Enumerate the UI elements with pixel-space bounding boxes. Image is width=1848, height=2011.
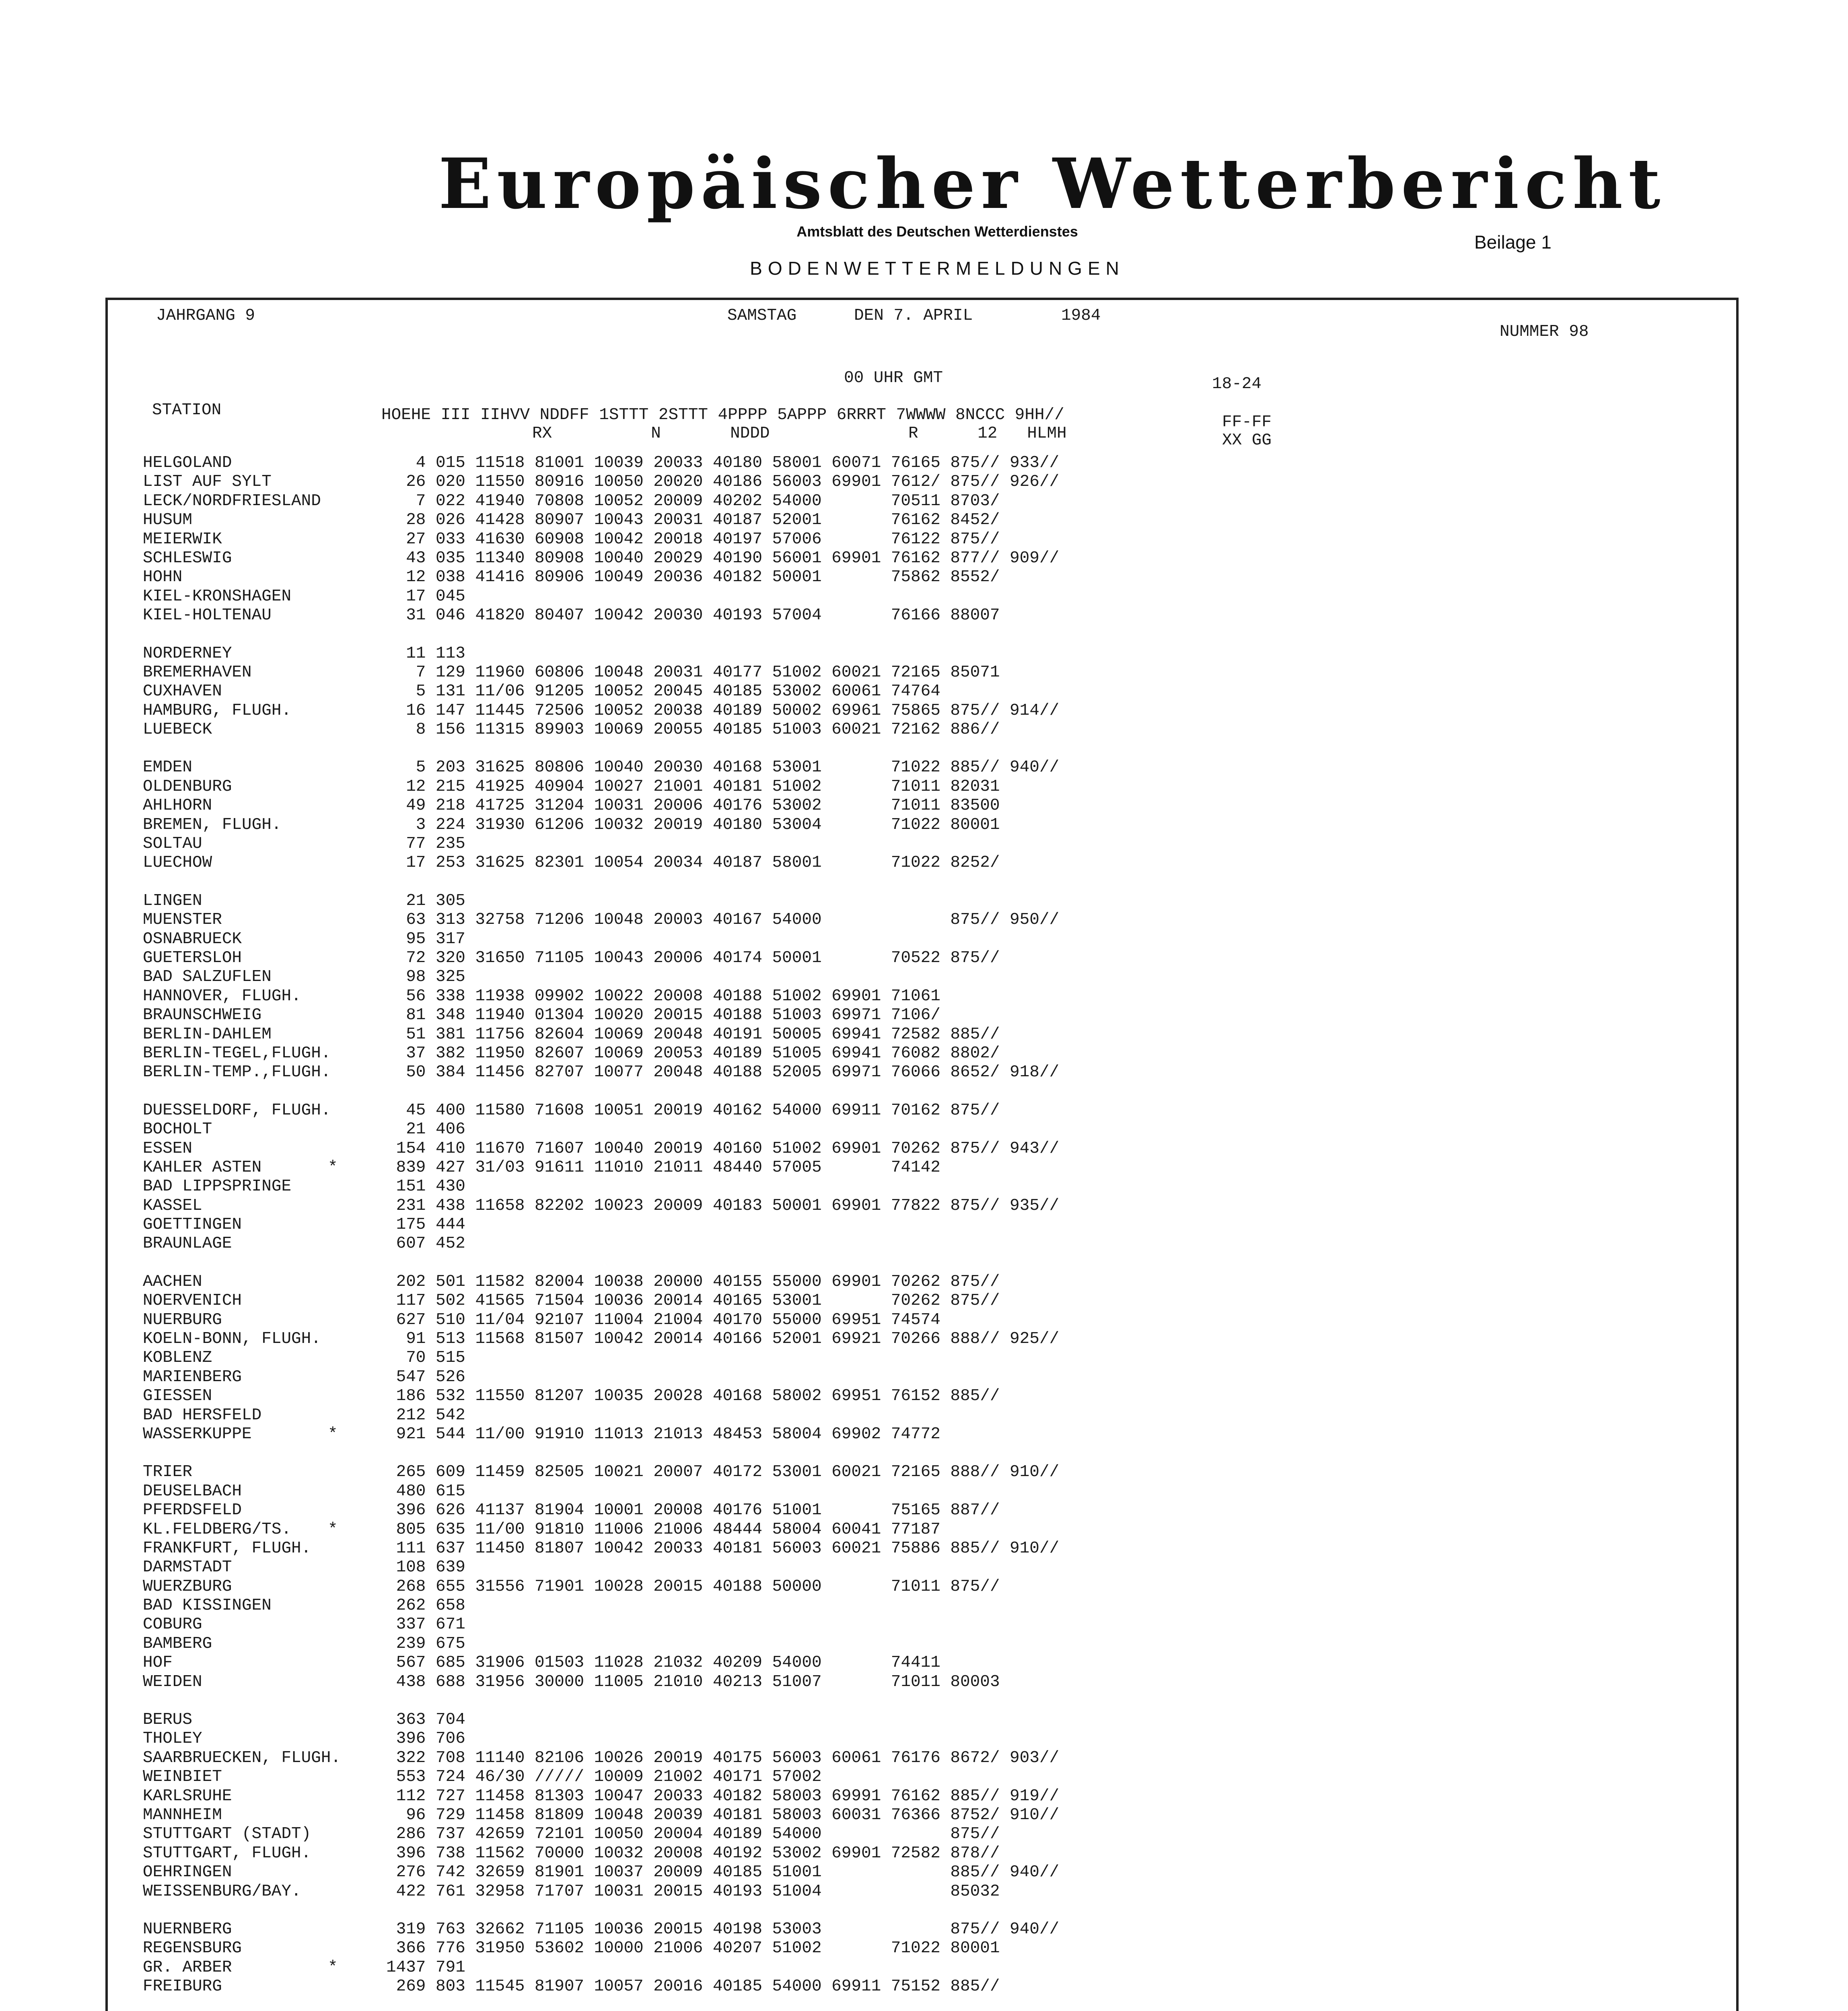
table-row [0,1177,1848,1196]
station-name: CUXHAVEN [143,682,222,701]
station-table [0,454,1848,2011]
table-row [0,549,1848,568]
station-name: ESSEN [143,1139,193,1158]
station-name: GR. ARBER [143,1958,232,1977]
station-values: 5 131 11/06 91205 10052 20045 40185 53002 60061 74764 [386,682,940,701]
station-values: 366 776 31950 53602 10000 21006 40207 51002 71022 80001 [386,1939,1000,1958]
station-name: KASSEL [143,1196,202,1215]
table-row [0,1882,1848,1901]
table-row [0,1234,1848,1253]
station-name: BAMBERG [143,1634,212,1653]
table-row [0,1977,1848,1996]
station-values: 262 658 [386,1596,465,1615]
station-values: 8 156 11315 89903 10069 20055 40185 51003 60021 72162 886// [386,720,1000,739]
table-row [0,1482,1848,1501]
station-name: LUECHOW [143,853,212,872]
station-name: FREIBURG [143,1977,222,1996]
station-name: WEISSENBURG/BAY. [143,1882,301,1901]
station-name: BRAUNLAGE [143,1234,232,1253]
time-range: 18-24 [1212,375,1262,393]
table-row [0,1025,1848,1044]
station-name: LECK/NORDFRIESLAND [143,491,321,510]
station-column-header: STATION [152,401,222,419]
station-values: 117 502 41565 71504 10036 20014 40165 53001 70262 875// [386,1291,1000,1310]
station-name: STUTTGART (STADT) [143,1825,311,1844]
station-name: BRAUNSCHWEIG [143,1006,262,1025]
station-values: 175 444 [386,1215,465,1234]
station-values: 151 430 [386,1177,465,1196]
station-name: BERLIN-TEMP.,FLUGH. [143,1063,331,1082]
station-values: 11 113 [386,644,465,663]
station-name: AHLHORN [143,796,212,815]
table-row [0,1120,1848,1139]
station-values: 17 045 [386,587,465,606]
station-values: 567 685 31906 01503 11028 21032 40209 54000 74411 [386,1653,940,1672]
station-name: BOCHOLT [143,1120,212,1139]
station-values: 396 738 11562 70000 10032 20008 40192 53002 69901 72582 878// [386,1844,1000,1863]
station-name: WEIDEN [143,1672,202,1691]
station-values: 96 729 11458 81809 10048 20039 40181 58003 60031 76366 8752/ 910// [386,1806,1060,1824]
table-row [0,511,1848,530]
station-values: 921 544 11/00 91910 11013 21013 48453 58004 69902 74772 [386,1425,940,1443]
station-values: 396 706 [386,1729,465,1748]
station-name: WUERZBURG [143,1577,232,1596]
table-row [0,1520,1848,1539]
station-values: 51 381 11756 82604 10069 20048 40191 50005 69941 72582 885// [386,1025,1000,1044]
station-values: 154 410 11670 71607 10040 20019 40160 51002 69901 70262 875// 943// [386,1139,1060,1158]
station-name: EMDEN [143,758,193,777]
table-row [0,682,1848,701]
table-row [0,1101,1848,1120]
table-row [0,1729,1848,1748]
station-values: 627 510 11/04 92107 11004 21004 40170 55000 69951 74574 [386,1310,940,1329]
table-row [0,835,1848,853]
station-values: 45 400 11580 71608 10051 20019 40162 54000 69911 70162 875// [386,1101,1000,1120]
station-values: 422 761 32958 71707 10031 20015 40193 51004 85032 [386,1882,1000,1901]
station-name: KAHLER ASTEN [143,1158,262,1177]
table-row [0,853,1848,872]
station-values: 21 305 [386,891,465,910]
station-name: OEHRINGEN [143,1863,232,1882]
issue-number: NUMMER 98 [1500,323,1589,341]
station-values: 276 742 32659 81901 10037 20009 40185 51001 885// 940// [386,1863,1060,1882]
station-values: 3 224 31930 61206 10032 20019 40180 53004 71022 80001 [386,815,1000,834]
station-values: 56 338 11938 09902 10022 20008 40188 51002 69901 71061 [386,987,940,1006]
table-row [0,1291,1848,1310]
station-name: HAMBURG, FLUGH. [143,701,292,720]
station-name: MUENSTER [143,911,222,929]
table-row [0,1463,1848,1482]
table-row [0,492,1848,511]
station-values: 21 406 [386,1120,465,1139]
jahrgang: JAHRGANG 9 [156,306,255,325]
table-row [0,987,1848,1006]
table-row [0,1044,1848,1063]
station-values: 50 384 11456 82707 10077 20048 40188 52005 69971 76066 8652/ 918// [386,1063,1060,1082]
station-name: FRANKFURT, FLUGH. [143,1539,311,1558]
station-values: 396 626 41137 81904 10001 20008 40176 51001 75165 887// [386,1501,1000,1520]
station-values: 12 215 41925 40904 10027 21001 40181 51002 71011 82031 [386,777,1000,796]
station-name: PFERDSFELD [143,1501,242,1520]
station-values: 17 253 31625 82301 10054 20034 40187 58001 71022 8252/ [386,853,1000,872]
mountain-station-marker: * [328,1958,338,1977]
station-name: BREMEN, FLUGH. [143,815,282,834]
station-name: DARMSTADT [143,1558,232,1577]
table-row [0,663,1848,682]
column-header-right1: FF-FF [1222,413,1272,432]
station-name: KL.FELDBERG/TS. [143,1520,292,1539]
station-name: DEUSELBACH [143,1482,242,1501]
station-values: 16 147 11445 72506 10052 20038 40189 50002 69961 75865 875// 914// [386,701,1060,720]
table-row [0,1787,1848,1806]
station-name: GOETTINGEN [143,1215,242,1234]
station-values: 363 704 [386,1711,465,1729]
table-row [0,930,1848,949]
station-name: HANNOVER, FLUGH. [143,987,301,1006]
table-row [0,892,1848,911]
station-name: SCHLESWIG [143,549,232,568]
table-row [0,1215,1848,1234]
table-row [0,1920,1848,1939]
station-name: KOBLENZ [143,1349,212,1367]
table-row [0,1711,1848,1729]
table-row [0,1596,1848,1615]
table-row [0,1197,1848,1215]
station-name: BAD HERSFELD [143,1406,262,1425]
report-year: 1984 [1061,306,1101,325]
table-row [0,816,1848,835]
station-values: 72 320 31650 71105 10043 20006 40174 50001 70522 875// [386,948,1000,967]
table-row [0,720,1848,739]
station-name: BAD SALZUFLEN [143,968,272,987]
table-row [0,568,1848,587]
station-name: MEIERWIK [143,530,222,549]
station-name: KIEL-HOLTENAU [143,606,272,625]
table-row [0,1063,1848,1082]
table-row [0,606,1848,625]
mountain-station-marker: * [328,1158,338,1177]
station-name: MANNHEIM [143,1806,222,1824]
station-name: OSNABRUECK [143,929,242,948]
table-row [0,1406,1848,1425]
station-values: 268 655 31556 71901 10028 20015 40188 50000 71011 875// [386,1577,1000,1596]
station-name: NOERVENICH [143,1291,242,1310]
table-row [0,1425,1848,1444]
station-values: 43 035 11340 80908 10040 20029 40190 56001 69901 76162 877// 909// [386,549,1060,568]
table-row [0,701,1848,720]
station-values: 108 639 [386,1558,465,1577]
table-row [0,1958,1848,1977]
column-header-right2: XX GG [1222,431,1272,450]
station-name: HUSUM [143,511,193,530]
station-values: 839 427 31/03 91611 11010 21011 48440 57005 74142 [386,1158,940,1177]
table-row [0,454,1848,473]
station-name: GUETERSLOH [143,948,242,967]
station-name: BAD KISSINGEN [143,1596,272,1615]
station-name: REGENSBURG [143,1939,242,1958]
station-name: BREMERHAVEN [143,663,252,682]
table-row [0,1863,1848,1882]
station-values: 112 727 11458 81303 10047 20033 40182 58003 69991 76162 885// 919// [386,1787,1060,1805]
table-row [0,949,1848,968]
station-name: NUERBURG [143,1310,222,1329]
station-name: STUTTGART, FLUGH. [143,1844,311,1863]
station-values: 607 452 [386,1234,465,1253]
station-name: OLDENBURG [143,777,232,796]
table-row [0,1539,1848,1558]
station-values: 286 737 42659 72101 10050 20004 40189 54000 875// [386,1825,1000,1844]
table-row [0,1330,1848,1349]
station-name: LINGEN [143,891,202,910]
station-name: LUEBECK [143,720,212,739]
station-values: 269 803 11545 81907 10057 20016 40185 54000 69911 75152 885// [386,1977,1000,1996]
station-values: 37 382 11950 82607 10069 20053 40189 51005 69941 76082 8802/ [386,1044,1000,1063]
table-row [0,1501,1848,1520]
station-name: DUESSELDORF, FLUGH. [143,1101,331,1120]
table-row [0,1006,1848,1025]
station-values: 202 501 11582 82004 10038 20000 40155 55000 69901 70262 875// [386,1272,1000,1291]
station-values: 186 532 11550 81207 10035 20028 40168 58002 69951 76152 885// [386,1387,1000,1406]
station-name: THOLEY [143,1729,202,1748]
station-name: AACHEN [143,1272,202,1291]
station-name: GIESSEN [143,1387,212,1406]
station-values: 70 515 [386,1349,465,1367]
beilage-label: Beilage 1 [1474,232,1552,253]
section-heading: BODENWETTERMELDUNGEN [750,258,1125,279]
table-row [0,530,1848,549]
station-values: 231 438 11658 82202 10023 20009 40183 50001 69901 77822 875// 935// [386,1196,1060,1215]
table-row [0,644,1848,663]
table-row [0,1577,1848,1596]
weekday: SAMSTAG [727,306,797,325]
table-row [0,1349,1848,1367]
station-name: COBURG [143,1615,202,1634]
station-name: MARIENBERG [143,1367,242,1386]
table-row [0,1158,1848,1177]
station-values: 547 526 [386,1367,465,1386]
station-values: 322 708 11140 82106 10026 20019 40175 56003 60061 76176 8672/ 903// [386,1748,1060,1767]
station-name: WASSERKUPPE [143,1425,252,1443]
table-row [0,473,1848,491]
station-values: 239 675 [386,1634,465,1653]
station-name: BAD LIPPSPRINGE [143,1177,292,1196]
table-row [0,1749,1848,1768]
table-row [0,1825,1848,1844]
station-name: TRIER [143,1463,193,1482]
station-values: 1437 791 [386,1958,465,1977]
station-values: 7 022 41940 70808 10052 20009 40202 54000 70511 8703/ [386,491,1000,510]
station-name: HOHN [143,568,183,587]
station-name: LIST AUF SYLT [143,473,272,491]
station-values: 438 688 31956 30000 11005 21010 40213 51007 71011 80003 [386,1672,1000,1691]
station-values: 63 313 32758 71206 10048 20003 40167 54000 875// 950// [386,911,1060,929]
table-row [0,1558,1848,1577]
station-values: 5 203 31625 80806 10040 20030 40168 53001 71022 885// 940// [386,758,1060,777]
station-values: 49 218 41725 31204 10031 20006 40176 53002 71011 83500 [386,796,1000,815]
observation-time: 00 UHR GMT [844,369,943,387]
station-values: 98 325 [386,968,465,987]
station-name: NUERNBERG [143,1920,232,1939]
station-name: KIEL-KRONSHAGEN [143,587,292,606]
station-values: 337 671 [386,1615,465,1634]
station-name: KARLSRUHE [143,1787,232,1805]
station-values: 31 046 41820 80407 10042 20030 40193 57004 76166 88007 [386,606,1000,625]
station-name: HOF [143,1653,173,1672]
report-title: Europäischer Wetterbericht [438,143,1666,224]
station-name: WEINBIET [143,1768,222,1787]
station-values: 805 635 11/00 91810 11006 21006 48444 58004 60041 77187 [386,1520,940,1539]
mountain-station-marker: * [328,1520,338,1539]
table-row [0,968,1848,987]
table-row [0,1139,1848,1158]
station-name: KOELN-BONN, FLUGH. [143,1330,321,1349]
station-values: 95 317 [386,929,465,948]
table-row [0,777,1848,796]
table-row [0,1653,1848,1672]
table-row [0,1806,1848,1825]
station-values: 77 235 [386,835,465,853]
table-row [0,1387,1848,1406]
station-values: 7 129 11960 60806 10048 20031 40177 51002 60021 72165 85071 [386,663,1000,682]
station-values: 81 348 11940 01304 10020 20015 40188 51003 69971 7106/ [386,1006,940,1025]
station-name: SAARBRUECKEN, FLUGH. [143,1748,341,1767]
station-values: 319 763 32662 71105 10036 20015 40198 53003 875// 940// [386,1920,1060,1939]
table-row [0,1673,1848,1692]
column-header-line2: RX N NDDD R 12 HLMH [532,424,1067,443]
station-name: HELGOLAND [143,454,232,472]
station-values: 27 033 41630 60908 10042 20018 40197 57006 76122 875// [386,530,1000,549]
station-name: BERUS [143,1711,193,1729]
station-values: 26 020 11550 80916 10050 20020 40186 56003 69901 7612/ 875// 926// [386,473,1060,491]
station-values: 28 026 41428 80907 10043 20031 40187 52001 76162 8452/ [386,511,1000,530]
table-row [0,796,1848,815]
station-values: 91 513 11568 81507 10042 20014 40166 52001 69921 70266 888// 925// [386,1330,1060,1349]
table-row [0,1768,1848,1787]
station-values: 265 609 11459 82505 10021 20007 40172 53001 60021 72165 888// 910// [386,1463,1060,1482]
table-row [0,1844,1848,1863]
table-row [0,1311,1848,1330]
table-row [0,1939,1848,1958]
table-row [0,587,1848,606]
column-header-line1: HOEHE III IIHVV NDDFF 1STTT 2STTT 4PPPP 5APPP 6RRRT 7WWWW 8NCCC 9HH// [381,406,1064,424]
table-row [0,911,1848,929]
station-values: 553 724 46/30 ///// 10009 21002 40171 57002 [386,1768,822,1787]
table-row [0,1273,1848,1291]
mountain-station-marker: * [328,1425,338,1443]
station-name: NORDERNEY [143,644,232,663]
station-values: 12 038 41416 80906 10049 20036 40182 50001 75862 8552/ [386,568,1000,587]
report-date: DEN 7. APRIL [854,306,973,325]
station-name: BERLIN-TEGEL,FLUGH. [143,1044,331,1063]
report-subtitle: Amtsblatt des Deutschen Wetterdienstes [796,223,1078,240]
table-row [0,1615,1848,1634]
station-values: 4 015 11518 81001 10039 20033 40180 58001 60071 76165 875// 933// [386,454,1060,472]
table-row [0,1635,1848,1653]
station-values: 480 615 [386,1482,465,1501]
station-name: BERLIN-DAHLEM [143,1025,272,1044]
table-row [0,758,1848,777]
station-values: 111 637 11450 81807 10042 20033 40181 56003 60021 75886 885// 910// [386,1539,1060,1558]
station-values: 212 542 [386,1406,465,1425]
table-row [0,1368,1848,1387]
station-name: SOLTAU [143,835,202,853]
